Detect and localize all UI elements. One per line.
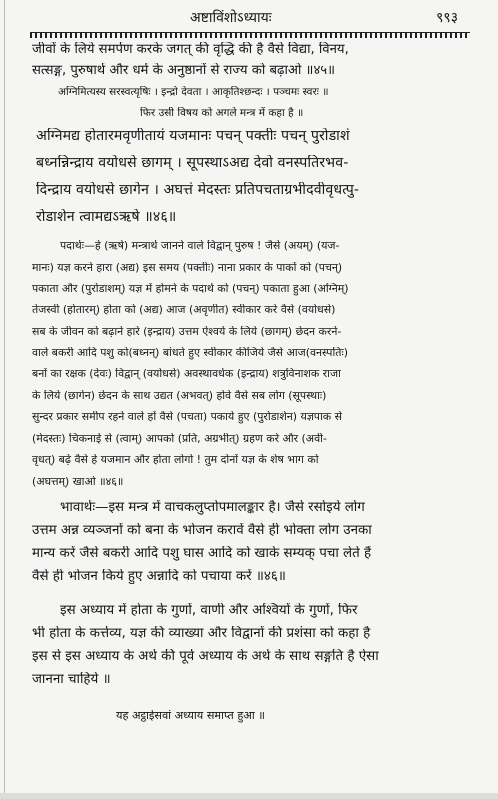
padartha-line: मानः) यज्ञ करने हारा (अद्य) इस समय (पक्तीः) नाना प्रकार के पाकों को (पचन्): [32, 262, 343, 274]
page-edge: [4, 0, 5, 799]
chapter-summary-line: भी होता के कर्त्तव्य, यज्ञ की व्याख्या और विद्वानों की प्रशंसा को कहा है: [32, 626, 371, 641]
chapter-summary-line: इस से इस अध्याय के अर्थ की पूर्व अध्याय के अर्थ के साथ सङ्गति है ऐसा: [32, 649, 379, 664]
bhavartha-line: उत्तम अन्न व्यञ्जनों को बना के भोजन करावें वैसे ही भोक्ता लोग उनका: [32, 523, 372, 538]
page-header: [30, 6, 470, 30]
intro-line: जीवों के लिये समर्पण करके जगत् की वृद्धि की है वैसे विद्या, विनय,: [32, 42, 349, 57]
intro-line: सत्सङ्ग, पुरुषार्थ और धर्म के अनुष्ठानों से राज्य को बढ़ाओ ॥४५॥: [32, 63, 336, 78]
header-rule: [30, 32, 470, 38]
bhavartha-line: वैसे ही भोजन किये हुए अन्नादि को पचाया करें ॥४६॥: [32, 569, 286, 584]
bhavartha-line: भावार्थः—इस मन्त्र में वाचकलुप्तोपमालङ्कार है। जैसे रसोइये लोग: [60, 500, 365, 515]
padartha-line: पदार्थः—हे (ऋषे) मन्त्रार्थ जानने वाले विद्वान् पुरुष ! जैसे (अयम्) (यज-: [60, 240, 340, 252]
padartha-line: (मेदस्तः) चिकनाई से (त्वाम्) आपको (प्रति, अग्रभीत्) ग्रहण करे और (अवी-: [32, 433, 327, 445]
padartha-line: वाले बकरी आदि पशु को(बध्नन्) बांधते हुए स्वीकार कीजिये जैसे आज(वनस्पतिः): [32, 347, 348, 359]
mantra-line: रोडाशेन त्वामद्यऽऋषे ॥४६॥: [36, 209, 177, 225]
chapter-summary-line: इस अध्याय में होता के गुणों, वाणी और अश्वियों के गुणों, फिर: [60, 603, 358, 618]
padartha-line: सब के जीवन को बढ़ाने हारे (इन्द्राय) उत्तम ऐश्वर्य के लिये (छागम्) छेदन करने-: [32, 326, 342, 338]
page-bottom-edge: [0, 793, 498, 799]
bhavartha-line: मान्य करें जैसे बकरी आदि पशु घास आदि को खाके सम्यक् पचा लेते हैं: [32, 546, 372, 561]
padartha-line: वृधत्) बढ़े वैसे हे यजमान और होता लोगो ! तुम दोनों यज्ञ के शेष भाग को: [32, 454, 319, 466]
mantra-line: अग्निमद्य होतारमवृणीतायं यजमानः पचन् पक्तीः पचन् पुरोडाशं: [36, 128, 350, 144]
mantra-line: बध्नन्निन्द्राय वयोधसे छागम् । सूपस्थाऽअद्य देवो वनस्पतिरभव-: [36, 155, 349, 171]
subject-line: फिर उसी विषय को अगले मन्त्र में कहा है ॥: [140, 107, 304, 119]
padartha-line: के लिये (छागेन) छेदन के साथ उद्यत (अभवत्) होवे वैसे सब लोग (सूपस्थाः): [32, 390, 327, 402]
chapter-summary-line: जानना चाहिये ॥: [32, 672, 111, 687]
chapter-title: अष्टाविंशोऽध्यायः: [190, 10, 272, 26]
padartha-line: बनों का रक्षक (देवः) विद्वान् (वयोधसे) अवस्थावर्धक (इन्द्राय) शत्रुविनाशक राजा: [32, 368, 341, 380]
padartha-line: पकाता और (पुरोडाशम्) यज्ञ में होमने के पदार्थ को (पचन्) पकाता हुआ (अग्निम्): [32, 283, 349, 295]
padartha-line: (अघत्तम्) खाओ ॥४६॥: [32, 476, 124, 488]
mantra-line: दिन्द्राय वयोधसे छागेन । अघत्तं मेदस्तः प्रतिपचताग्रभीदवीवृधत्पु-: [36, 182, 360, 198]
page-number: ९९३: [436, 10, 458, 26]
padartha-line: तेजस्वी (होतारम्) होता को (अद्य) आज (अवृणीत) स्वीकार करे वैसे (वयोधसे): [32, 304, 336, 316]
padartha-line: सुन्दर प्रकार समीप रहने वाले हों वैसे (पचता) पकाये हुए (पुरोडाशेन) यज्ञपाक से: [32, 411, 342, 423]
rishi-devata-line: अग्निमित्यस्य सरस्वत्यृषिः । इन्द्रो देवता । आकृतिश्छन्दः । पञ्चमः स्वरः ॥: [58, 86, 329, 98]
chapter-end-note: यह अट्ठाईसवां अध्याय समाप्त हुआ ॥: [116, 710, 265, 722]
